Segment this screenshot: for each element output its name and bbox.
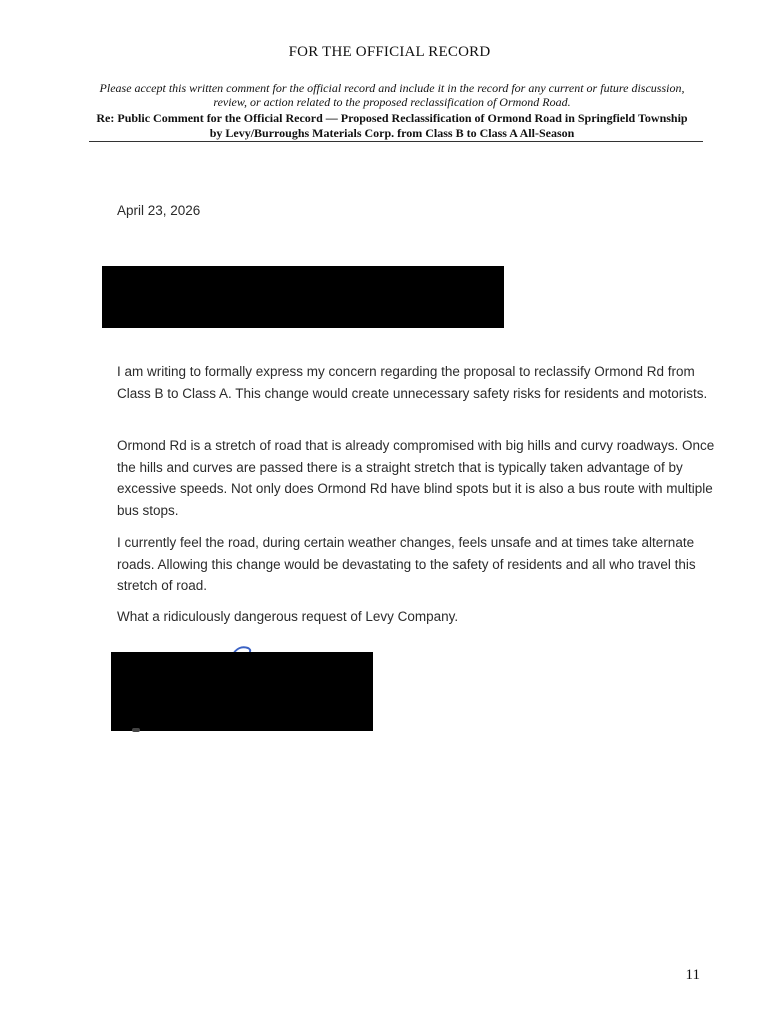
record-notice: Please accept this written comment for the official record and include it in the record for any current or future discussion, review, or action related to the proposed reclassification of Ormond Road. bbox=[99, 81, 685, 109]
subject-line: Re: Public Comment for the Official Record — Proposed Reclassification of Ormond Road in Springfield Township by Levy/Burroughs Materials Corp. from Class B to Class A All-Season bbox=[96, 111, 688, 140]
paragraph-1: I am writing to formally express my concern regarding the proposal to reclassify Ormond Rd from Class B to Class A. This change would create unnecessary safety risks for residents and motorists. bbox=[117, 364, 708, 401]
paragraph-2: Ormond Rd is a stretch of road that is already compromised with big hills and curvy roadways. Once the hills and curves are passed there is a straight stretch that is typically taken advantage of by excessive speeds. Not only does Ormond Rd have blind spots but it is also a bus route with multiple bus stops. bbox=[117, 438, 715, 518]
paragraph-4: What a ridiculously dangerous request of Levy Company. bbox=[117, 609, 459, 624]
redacted-signature-block bbox=[111, 652, 373, 731]
letter-date: April 23, 2026 bbox=[117, 203, 201, 218]
page-number: 11 bbox=[685, 967, 700, 983]
paragraph-3: I currently feel the road, during certain weather changes, feels unsafe and at times take alternate roads. Allowing this change would be devastating to the safety of residents and all who travel this stretch of road. bbox=[117, 535, 696, 593]
header-divider bbox=[89, 141, 703, 142]
redacted-address-block bbox=[102, 266, 504, 328]
signature-ink-mark bbox=[132, 728, 140, 732]
document-title: FOR THE OFFICIAL RECORD bbox=[288, 44, 491, 60]
